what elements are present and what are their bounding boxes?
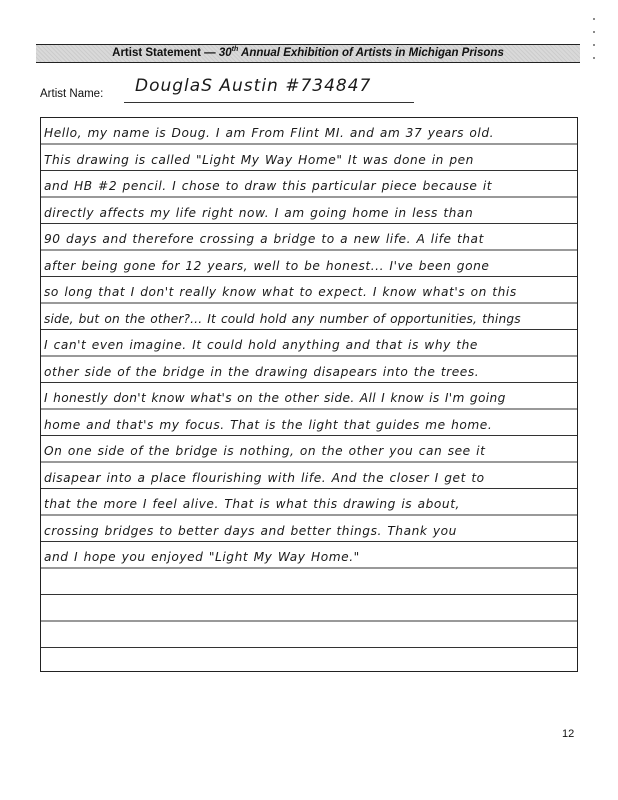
statement-line: side, but on the other?... It could hold any number of opportunities, things xyxy=(44,311,521,326)
statement-line: I honestly don't know what's on the other side. All I know is I'm going xyxy=(44,391,506,405)
artist-name-underline xyxy=(124,102,414,103)
statement-line: other side of the bridge in the drawing disapears into the trees. xyxy=(44,364,480,379)
artist-name-label: Artist Name: xyxy=(40,88,104,100)
statement-line: 90 days and therefore crossing a bridge to a new life. A life that xyxy=(44,232,484,246)
statement-line: This drawing is called "Light My Way Home" It was done in pen xyxy=(44,152,474,167)
margin-dots xyxy=(593,18,597,70)
statement-line: crossing bridges to better days and better things. Thank you xyxy=(44,523,457,538)
header-title-prefix: Artist Statement — xyxy=(112,47,219,59)
statement-line: directly affects my life right now. I am going home in less than xyxy=(44,205,474,220)
statement-line: I can't even imagine. It could hold anything and that is why the xyxy=(44,338,478,352)
page-header xyxy=(36,44,580,63)
statement-line: disapear into a place flourishing with life. And the closer I get to xyxy=(44,470,485,485)
artist-name-row xyxy=(40,76,500,104)
statement-line: Hello, my name is Doug. I am From Flint MI. and am 37 years old. xyxy=(44,126,495,140)
statement-line: and HB #2 pencil. I chose to draw this particular piece because it xyxy=(44,179,493,193)
statement-line: so long that I don't really know what to expect. I know what's on this xyxy=(44,285,517,299)
page-number: 12 xyxy=(562,728,575,740)
statement-line: and I hope you enjoyed "Light My Way Home." xyxy=(44,550,360,564)
statement-line: On one side of the bridge is nothing, on the other you can see it xyxy=(44,444,486,458)
statement-line: home and that's my focus. That is the light that guides me home. xyxy=(44,417,493,432)
header-ordinal: 30th Annual Exhibition of Artists in Michigan Prisons xyxy=(218,46,504,59)
statement-box xyxy=(40,117,578,672)
statement-line: that the more I feel alive. That is what this drawing is about, xyxy=(44,497,460,511)
artist-name-value: DouglaS Austin #734847 xyxy=(135,76,372,96)
statement-line: after being gone for 12 years, well to be honest... I've been gone xyxy=(44,258,490,273)
